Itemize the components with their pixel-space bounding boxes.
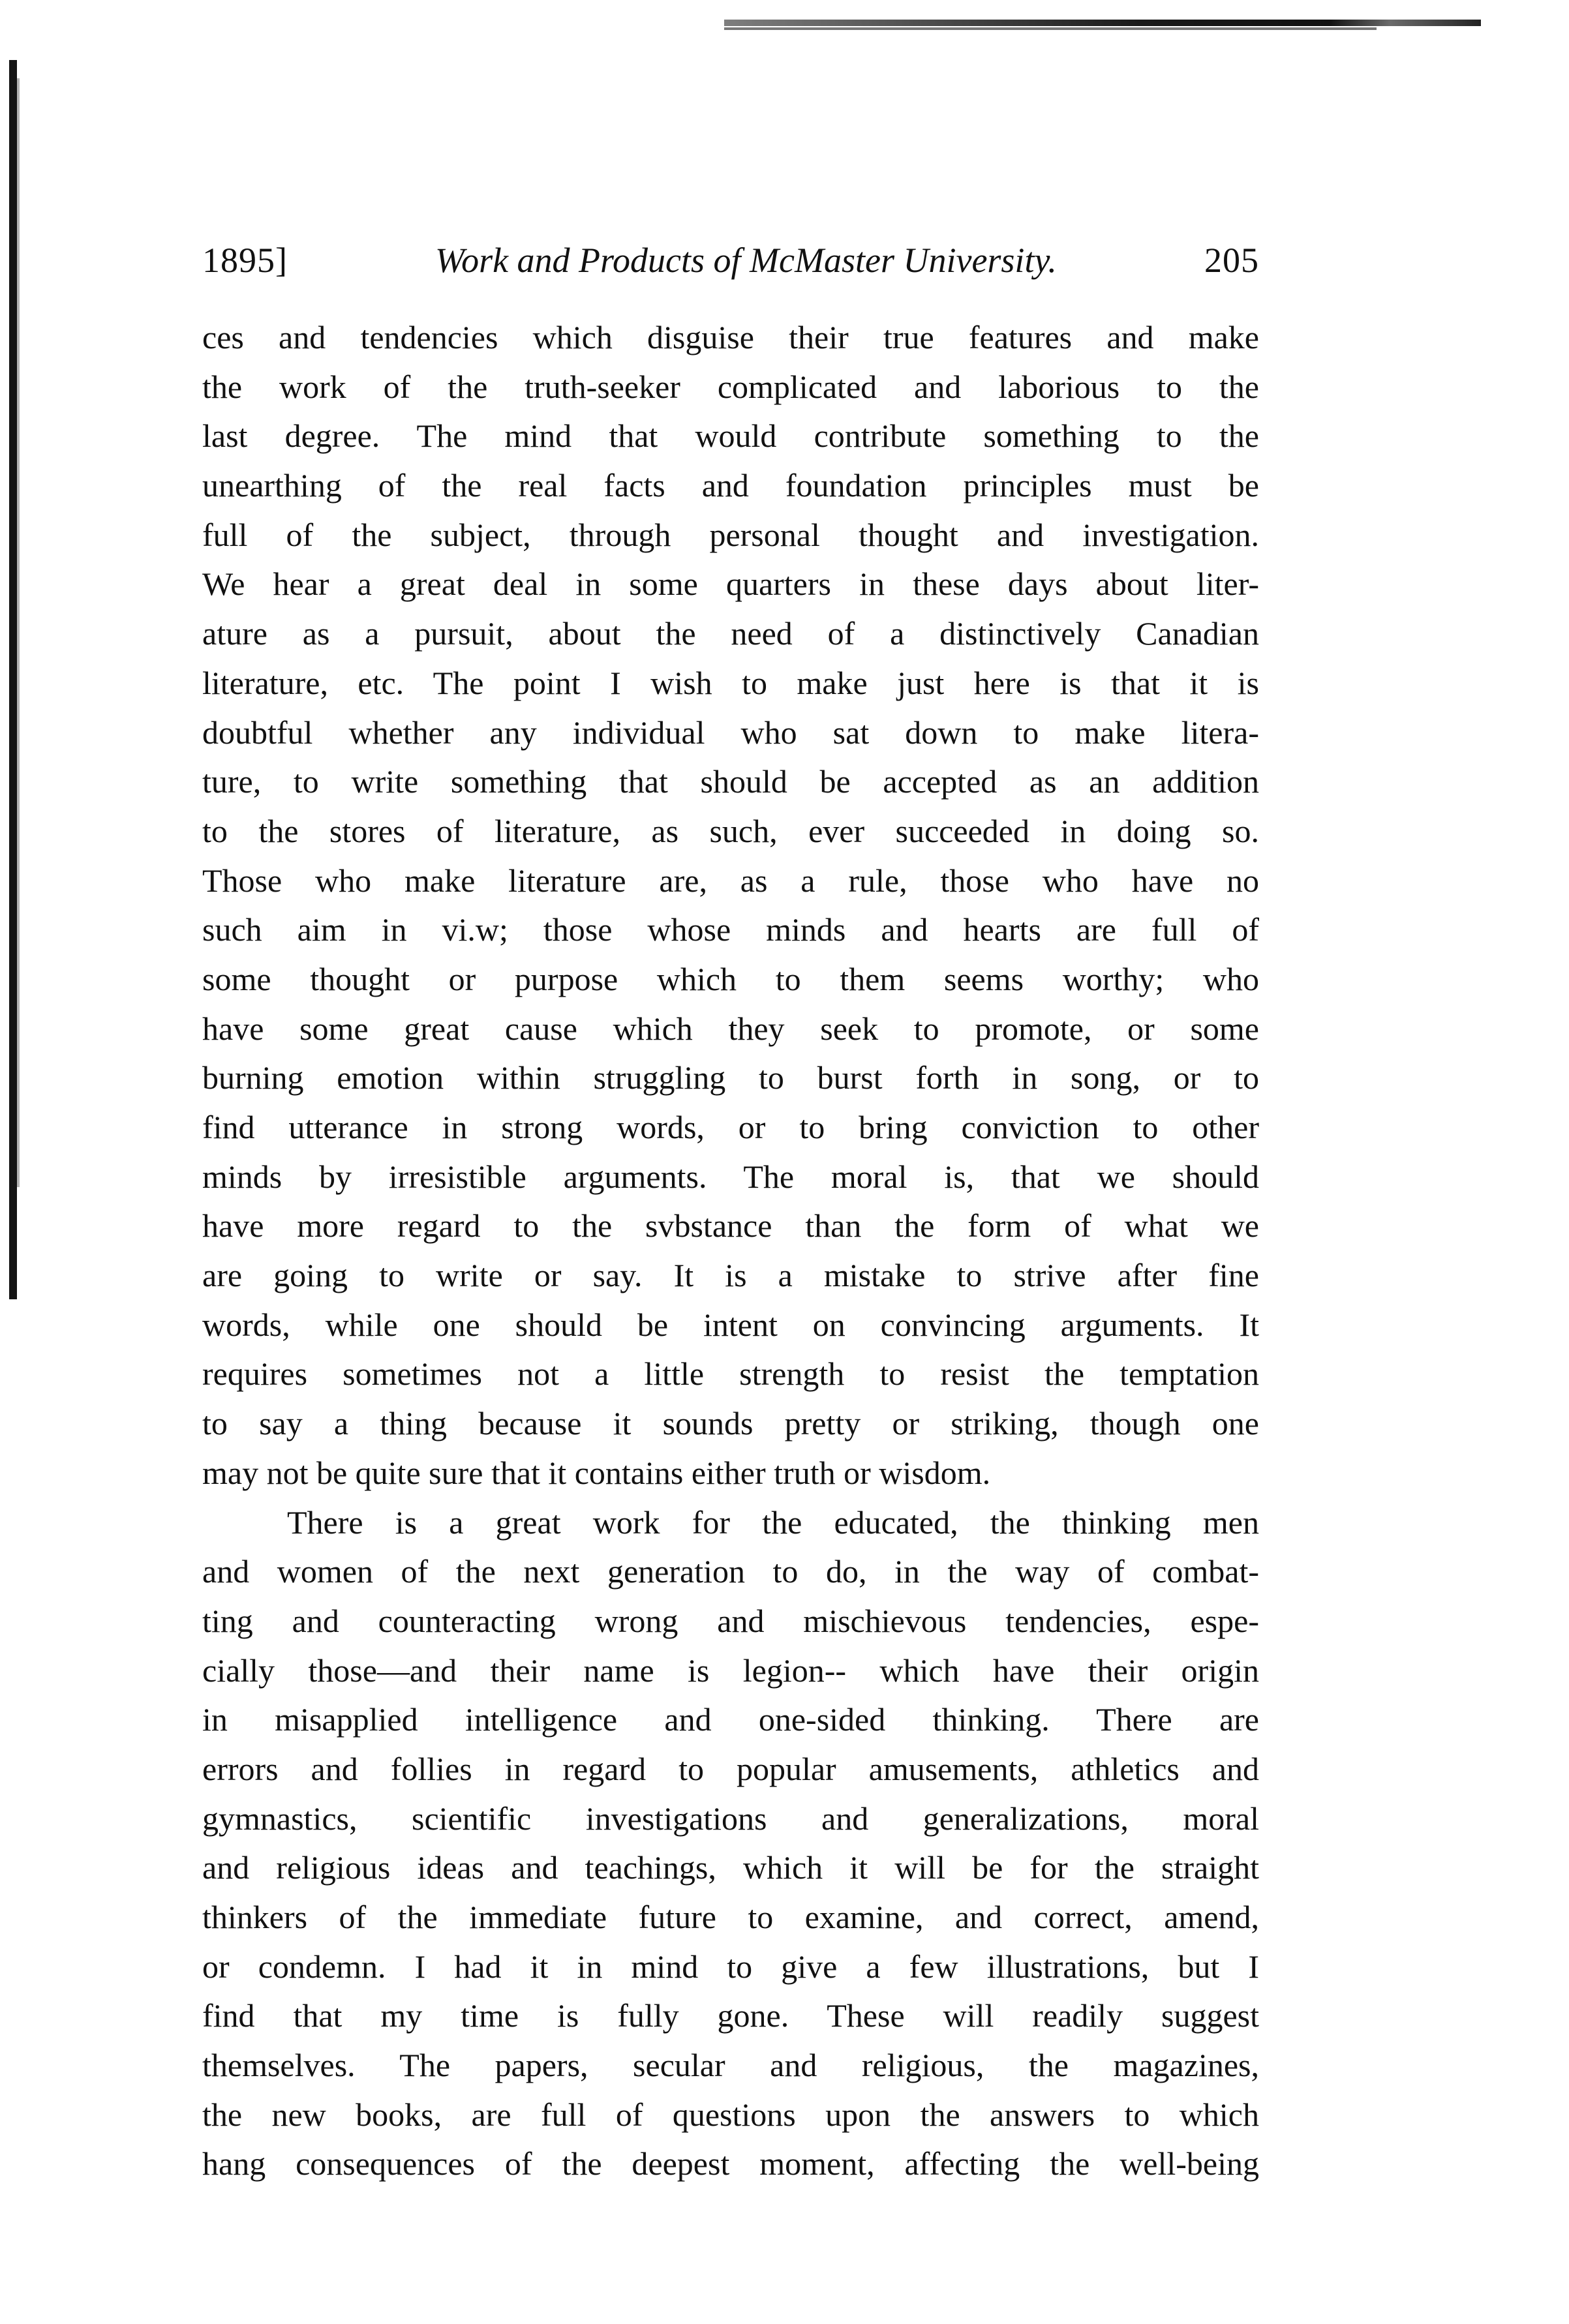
left-scan-edge — [9, 60, 17, 1299]
body-text — [202, 313, 1259, 2189]
text-line: the new books, are full of questions upon the answers to which — [202, 2096, 1259, 2133]
text-line: are going to write or say. It is a mistake to strive after fine — [202, 1257, 1259, 1294]
text-line: burning emotion within struggling to burst forth in song, or to — [202, 1059, 1259, 1096]
text-line: requires sometimes not a little strength to resist the temptation — [202, 1355, 1259, 1393]
text-line: find utterance in strong words, or to bring conviction to other — [202, 1109, 1259, 1145]
text-line: or condemn. I had it in mind to give a few illustrations, but I — [202, 1948, 1259, 1985]
text-line: cially those—and their name is legion-- which have their origin — [202, 1652, 1259, 1689]
text-line: have more regard to the svbstance than the form of what we — [202, 1207, 1259, 1245]
text-line: hang consequences of the deepest moment, affecting the well-being — [202, 2145, 1259, 2182]
header-year: 1895] — [202, 241, 288, 280]
text-line: thinkers of the immediate future to examine, and correct, amend, — [202, 1899, 1259, 1935]
text-line: may not be quite sure that it contains either truth or wisdom. — [202, 1454, 991, 1491]
text-line: unearthing of the real facts and foundation principles must be — [202, 467, 1259, 504]
text-line: full of the subject, through personal thought and investigation. — [202, 516, 1259, 553]
text-line: minds by irresistible arguments. The moral is, that we should — [202, 1158, 1259, 1195]
text-line: themselves. The papers, secular and religious, the magazines, — [202, 2047, 1259, 2084]
text-line: some thought or purpose which to them seems worthy; who — [202, 960, 1259, 997]
text-line: and women of the next generation to do, in the way of combat- — [202, 1553, 1259, 1590]
text-line: literature, etc. The point I wish to make just here is that it is — [202, 664, 1259, 701]
text-line: to the stores of literature, as such, ever succeeded in doing so. — [202, 812, 1259, 849]
text-line: ces and tendencies which disguise their true features and make — [202, 319, 1259, 355]
text-line: to say a thing because it sounds pretty or striking, though one — [202, 1405, 1259, 1442]
text-line: such aim in vi.w; those whose minds and hearts are full of — [202, 911, 1259, 948]
running-title: Work and Products of McMaster University. — [435, 241, 1057, 280]
text-line: have some great cause which they seek to promote, or some — [202, 1010, 1259, 1047]
text-line: and religious ideas and teachings, which it will be for the straight — [202, 1849, 1259, 1886]
text-line: ting and counteracting wrong and mischievous tendencies, espe- — [202, 1602, 1259, 1639]
text-line: ture, to write something that should be accepted as an addition — [202, 763, 1259, 800]
left-scan-edge-shadow — [17, 78, 20, 1187]
top-scan-rule — [724, 20, 1481, 26]
text-line: gymnastics, scientific investigations and generalizations, moral — [202, 1800, 1259, 1837]
text-line: We hear a great deal in some quarters in these days about liter- — [202, 566, 1259, 603]
text-line: doubtful whether any individual who sat down to make litera- — [202, 714, 1259, 751]
text-line: last degree. The mind that would contribute something to the — [202, 417, 1259, 455]
page-header — [202, 240, 1259, 292]
page-number: 205 — [1204, 241, 1259, 280]
text-line: find that my time is fully gone. These will readily suggest — [202, 1997, 1259, 2034]
text-line: ature as a pursuit, about the need of a distinctively Canadian — [202, 615, 1259, 652]
text-line: in misapplied intelligence and one-sided thinking. There are — [202, 1701, 1259, 1738]
text-line: Those who make literature are, as a rule, those who have no — [202, 862, 1259, 899]
paragraph-first-line: There is a great work for the educated, the thinking men — [287, 1503, 1259, 1541]
top-scan-rule-thin — [724, 27, 1377, 30]
text-line: words, while one should be intent on convincing arguments. It — [202, 1306, 1259, 1343]
text-line: the work of the truth-seeker complicated and laborious to the — [202, 368, 1259, 405]
text-line: errors and follies in regard to popular amusements, athletics and — [202, 1750, 1259, 1787]
